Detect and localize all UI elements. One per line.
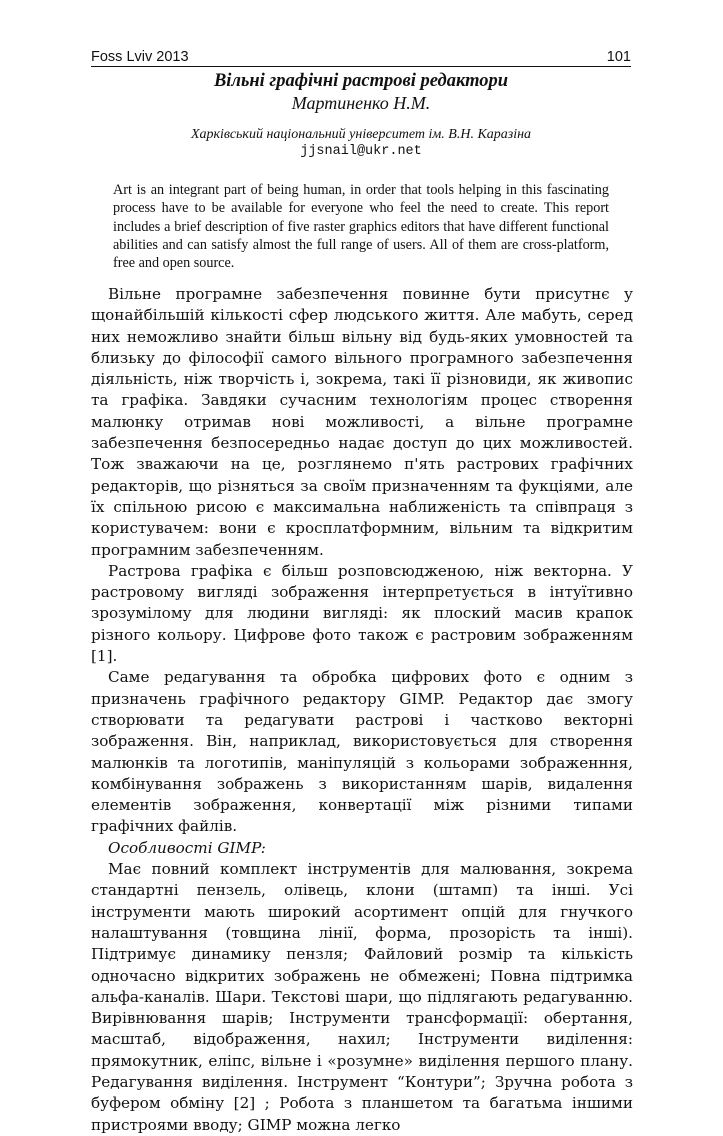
paragraph-gimp: Саме редагування та обробка цифрових фото є одним з призначень графічного редактору GIMP. Редактор дає змогу створювати та редагувати растрові і частково векторні зображення. Він, наприклад, використовується для створення малюнків та логотипів, маніпуляцій з кольорами зображенння, комбінування зображень з використанням шарів, видалення елементів зображення, конвертації між різними типами графічних файлів. — [91, 668, 633, 836]
paragraph-intro: Вільне програмне забезпечення повинне бути присутнє у щонайбільшій кількості сфер людського життя. Але мабуть, серед них неможливо знайти більш вільну від будь-яких умовностей та близьку до філософії самого вільного програмного забезпечення діяльність, ніж творчість і, зокрема, такі її різновиди, як живопис та графіка. Завдяки сучасним технологіям процес створення малюнку отримав нові можливості, а вільне програмне забезпечення безпосередньо надає доступ до цих можливостей. Тож зважаючи на це, розглянемо п'ять растрових графічних редакторів, що різняться за своїм призначенням та фукціями, але їх спільною рисою є максимальна наближеність та співпраця з користувачем: вони є кросплатформним, вільним та відкритим програмним забезпеченням. — [91, 285, 633, 559]
paragraph-raster: Растрова графіка є більш розповсюдженою, ніж векторна. У растровому вигляді зображення інтерпретується в інтуїтивно зрозумілому для людини вигляді: як плоский масив крапок різного кольору. Цифрове фото також є растровим зображенням [1]. — [91, 561, 633, 666]
body-text — [91, 284, 633, 1136]
paragraph-gimp-features: Має повний комплект інструментів для малювання, зокрема стандартні пензель, олівець, клони (штамп) та інші. Усі інструменти мають широкий асортимент опцій для гнучкого налаштування (товщина лінії, форма, прозорість та інші). Підтримує динамику пензля; Файловий розмір та кількість одночасно відкритих зображень не обмежені; Повна підтримка альфа-каналів. Шари. Текстові шари, що підлягають редагуванню. Вирівнювання шарів; Інструменти трансформації: обертання, масштаб, відображення, нахил; Інструменти виділення: прямокутник, еліпс, вільне і «розумне» виділення першого плану. Редагування виділення. Інструмент “Контури”; Зручна робота з буфером обміну [2] ; Робота з планшетом та багатьма іншими пристроями вводу; GIMP можна легко — [91, 860, 633, 1134]
abstract: Art is an integrant part of being human, in order that tools helping in this fascinating process have to be available for everyone who feel the need to create. This report includes a brief description of five raster graphics editors that have different functional abilities and can satisfy almost the full range of users. All of them are cross-platform, free and open source. — [113, 182, 609, 272]
author-name: Мартиненко Н.М. — [291, 93, 431, 113]
author-email: jjsnail@ukr.net — [300, 144, 422, 159]
affiliation-block — [91, 126, 631, 160]
conference-name: Foss Lviv 2013 — [91, 49, 189, 65]
subheading-gimp-features: Особливості GIMP: — [108, 838, 266, 857]
running-header — [91, 49, 631, 67]
page-number: 101 — [606, 49, 631, 65]
title-block — [91, 70, 631, 114]
paper-title: Вільні графічні растрові редактори — [213, 71, 509, 91]
affiliation: Харківський національний університет ім. В.Н. Каразіна — [190, 127, 532, 142]
